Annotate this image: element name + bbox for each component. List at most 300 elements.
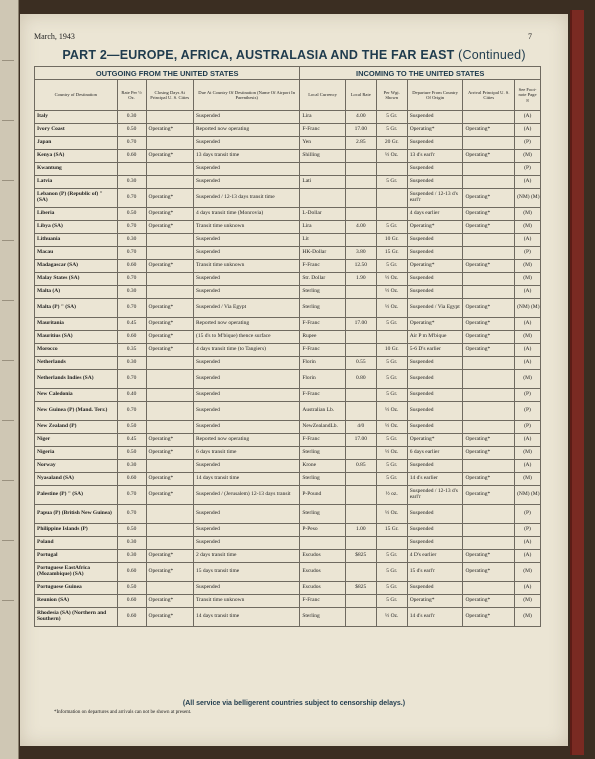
cell-arrival: Operating* <box>463 447 515 460</box>
cell-currency: Florin <box>300 370 345 389</box>
table-row <box>35 273 541 286</box>
cell-departure: 4 D's earlier <box>407 550 463 563</box>
cell-arrival <box>463 524 515 537</box>
cell-local-rate <box>345 537 376 550</box>
cell-rate: 0.40 <box>117 389 146 402</box>
cell-currency: NewZealandLb. <box>300 421 345 434</box>
cell-arrival: Operating* <box>463 344 515 357</box>
cell-due: Suspended <box>193 505 299 524</box>
cell-local-rate <box>345 595 376 608</box>
cell-country: Poland <box>35 537 118 550</box>
cell-due: Suspended <box>193 537 299 550</box>
cell-note: (M) <box>515 260 541 273</box>
title-continued: (Continued) <box>458 48 526 62</box>
cell-arrival <box>463 460 515 473</box>
cell-arrival <box>463 582 515 595</box>
cell-weight: ½ oz. <box>376 486 407 505</box>
table-row <box>35 563 541 582</box>
cell-departure: 6 days earlier <box>407 447 463 460</box>
cell-due: Reported now operating <box>193 124 299 137</box>
cell-rate: 0.50 <box>117 208 146 221</box>
cell-country: Malta (A) <box>35 286 118 299</box>
cell-currency: Australian Lb. <box>300 402 345 421</box>
cell-due: 6 days transit time <box>193 447 299 460</box>
cell-weight: 5 Gr. <box>376 550 407 563</box>
cell-arrival <box>463 234 515 247</box>
cell-currency: F-Franc <box>300 124 345 137</box>
cell-departure: Operating* <box>407 260 463 273</box>
cell-local-rate: 4.00 <box>345 221 376 234</box>
airmail-rates-table <box>34 66 541 627</box>
cell-due: 14 days transit time <box>193 473 299 486</box>
cell-country: Lebanon (P) (Republic of) " (SA) <box>35 189 118 208</box>
cell-arrival <box>463 286 515 299</box>
cell-arrival: Operating* <box>463 473 515 486</box>
cell-local-rate: $825 <box>345 550 376 563</box>
column-header: Rate Per ½ Oz. <box>117 80 146 111</box>
cell-country: Norway <box>35 460 118 473</box>
cell-departure: Suspended <box>407 402 463 421</box>
cell-currency: Yen <box>300 137 345 150</box>
cell-currency: Sterling <box>300 505 345 524</box>
cell-arrival <box>463 247 515 260</box>
cell-closing: Operating* <box>146 563 193 582</box>
cell-due: Suspended <box>193 402 299 421</box>
cell-closing: Operating* <box>146 318 193 331</box>
cell-departure: Suspended / 12-13 d's earl'r <box>407 486 463 505</box>
cell-due: 4 days transit time (Monrovia) <box>193 208 299 221</box>
cell-arrival <box>463 176 515 189</box>
cell-country: New Caledonia <box>35 389 118 402</box>
cell-currency: Escudos <box>300 582 345 595</box>
cell-country: Italy <box>35 111 118 124</box>
cell-currency: Escudos <box>300 550 345 563</box>
cell-local-rate <box>345 486 376 505</box>
table-row <box>35 473 541 486</box>
cell-country: Madagascar (SA) <box>35 260 118 273</box>
cell-country: Netherlands <box>35 357 118 370</box>
censorship-notice: (All service via belligerent countries subject to censorship delays.) <box>182 700 406 707</box>
table-row <box>35 608 541 627</box>
cell-rate: 0.70 <box>117 247 146 260</box>
cell-rate: 0.30 <box>117 537 146 550</box>
cell-arrival <box>463 111 515 124</box>
cell-country: Japan <box>35 137 118 150</box>
cell-note: (P) <box>515 137 541 150</box>
cell-country: Malay States (SA) <box>35 273 118 286</box>
cell-arrival: Operating* <box>463 563 515 582</box>
cell-note: (M) <box>515 608 541 627</box>
cell-weight: 5 Gr. <box>376 111 407 124</box>
column-header: Country of Destination <box>35 80 118 111</box>
cell-note: (M) <box>515 370 541 389</box>
cell-note: (M) <box>515 150 541 163</box>
table-row <box>35 434 541 447</box>
cell-country: Nyasaland (SA) <box>35 473 118 486</box>
cell-country: Malta (P) " (SA) <box>35 299 118 318</box>
cell-note: (M) <box>515 563 541 582</box>
cell-note: (A) <box>515 286 541 299</box>
cell-weight: 5 Gr. <box>376 260 407 273</box>
table-row <box>35 402 541 421</box>
cell-currency: F-Franc <box>300 318 345 331</box>
cell-due: 14 days transit time <box>193 608 299 627</box>
cell-weight: 15 Gr. <box>376 524 407 537</box>
cell-note: (M) <box>515 273 541 286</box>
cell-due: Reported now operating <box>193 434 299 447</box>
cell-closing <box>146 537 193 550</box>
cell-arrival <box>463 537 515 550</box>
cell-closing: Operating* <box>146 550 193 563</box>
cell-due: Suspended / 12-13 days transit time <box>193 189 299 208</box>
cell-closing <box>146 524 193 537</box>
cell-rate: 0.45 <box>117 434 146 447</box>
cell-currency: Escudos <box>300 563 345 582</box>
cell-country: New Zealand (P) <box>35 421 118 434</box>
cell-departure: Suspended <box>407 247 463 260</box>
table-body <box>35 111 541 627</box>
cell-rate: 0.50 <box>117 582 146 595</box>
cell-departure: Operating* <box>407 595 463 608</box>
cell-note: (NM) (M) <box>515 189 541 208</box>
cell-note: (P) <box>515 402 541 421</box>
cell-note: (M) <box>515 473 541 486</box>
cell-departure: Suspended <box>407 286 463 299</box>
cell-departure: Operating* <box>407 318 463 331</box>
cell-rate: 0.70 <box>117 486 146 505</box>
table-row <box>35 357 541 370</box>
cell-note: (A) <box>515 318 541 331</box>
facing-page-edge <box>0 0 19 759</box>
table-row <box>35 163 541 176</box>
cell-departure: Suspended / Via Egypt <box>407 299 463 318</box>
cell-local-rate <box>345 402 376 421</box>
cell-country: Portuguese Guinea <box>35 582 118 595</box>
cell-closing <box>146 357 193 370</box>
cell-closing: Operating* <box>146 221 193 234</box>
cell-country: Palestine (P) " (SA) <box>35 486 118 505</box>
cell-rate: 0.50 <box>117 447 146 460</box>
cell-closing: Operating* <box>146 331 193 344</box>
cell-weight: 5 Gr. <box>376 221 407 234</box>
section-outgoing: OUTGOING FROM THE UNITED STATES <box>35 67 300 80</box>
cell-local-rate <box>345 208 376 221</box>
cell-closing <box>146 176 193 189</box>
cell-weight: 5 Gr. <box>376 460 407 473</box>
cell-closing <box>146 234 193 247</box>
cell-closing <box>146 460 193 473</box>
cell-note: (A) <box>515 582 541 595</box>
cell-due: Suspended <box>193 163 299 176</box>
cell-country: Niger <box>35 434 118 447</box>
column-header: Per Wgt. Shown <box>376 80 407 111</box>
cell-closing: Operating* <box>146 299 193 318</box>
column-header: Closing Days At Principal U. S. Cities <box>146 80 193 111</box>
cell-weight: 5 Gr. <box>376 124 407 137</box>
cell-rate: 0.50 <box>117 524 146 537</box>
cell-arrival: Operating* <box>463 299 515 318</box>
cell-weight: 5 Gr. <box>376 176 407 189</box>
cell-weight: 5 Gr. <box>376 389 407 402</box>
cell-due: Suspended <box>193 286 299 299</box>
cell-departure: 13 d's earl'r <box>407 150 463 163</box>
cell-arrival: Operating* <box>463 486 515 505</box>
cell-local-rate <box>345 563 376 582</box>
cell-country: Morocco <box>35 344 118 357</box>
table-row <box>35 486 541 505</box>
cell-currency: Lira <box>300 111 345 124</box>
cell-currency: F-Franc <box>300 344 345 357</box>
cell-closing <box>146 505 193 524</box>
cell-rate: 0.35 <box>117 344 146 357</box>
cell-closing <box>146 111 193 124</box>
title-main: PART 2—EUROPE, AFRICA, AUSTRALASIA AND THE FAR EAST <box>62 48 455 62</box>
table-row <box>35 137 541 150</box>
cell-due: Suspended <box>193 176 299 189</box>
cell-note: (NM) (M) <box>515 486 541 505</box>
cell-rate: 0.60 <box>117 608 146 627</box>
cell-note: (P) <box>515 163 541 176</box>
cell-currency: F-Franc <box>300 260 345 273</box>
cell-closing <box>146 137 193 150</box>
cell-arrival: Operating* <box>463 208 515 221</box>
cell-weight: 5 Gr. <box>376 370 407 389</box>
cell-closing: Operating* <box>146 124 193 137</box>
cell-weight <box>376 189 407 208</box>
cell-rate: 0.60 <box>117 563 146 582</box>
cell-country: Latvia <box>35 176 118 189</box>
cell-closing: Operating* <box>146 344 193 357</box>
table-row <box>35 389 541 402</box>
cell-due: Reported now operating <box>193 318 299 331</box>
cell-rate: 0.60 <box>117 260 146 273</box>
cell-closing: Operating* <box>146 473 193 486</box>
cell-currency <box>300 189 345 208</box>
cell-rate: 0.70 <box>117 273 146 286</box>
cell-currency: Lati <box>300 176 345 189</box>
cell-currency: F-Franc <box>300 434 345 447</box>
cell-closing: Operating* <box>146 447 193 460</box>
cell-weight: ½ Oz. <box>376 286 407 299</box>
cell-local-rate: 0.80 <box>345 370 376 389</box>
cell-weight <box>376 208 407 221</box>
cell-weight: 5 Gr. <box>376 595 407 608</box>
cell-closing: Operating* <box>146 595 193 608</box>
cell-currency: Sterling <box>300 299 345 318</box>
cell-country: Libya (SA) <box>35 221 118 234</box>
column-header: Local Currency <box>300 80 345 111</box>
cell-due: Suspended <box>193 357 299 370</box>
cell-local-rate <box>345 150 376 163</box>
table-row <box>35 234 541 247</box>
cell-rate: 0.70 <box>117 370 146 389</box>
cell-local-rate <box>345 389 376 402</box>
cell-country: Nigeria <box>35 447 118 460</box>
cell-country: Ivory Coast <box>35 124 118 137</box>
table-row <box>35 318 541 331</box>
table-row <box>35 370 541 389</box>
table-row <box>35 460 541 473</box>
cell-currency: Lira <box>300 221 345 234</box>
cell-departure: Suspended <box>407 460 463 473</box>
cell-local-rate: 1.90 <box>345 273 376 286</box>
cell-arrival <box>463 389 515 402</box>
cell-local-rate: 1.00 <box>345 524 376 537</box>
cell-note: (P) <box>515 247 541 260</box>
cell-weight: ½ Oz. <box>376 150 407 163</box>
cell-local-rate <box>345 447 376 460</box>
cell-arrival: Operating* <box>463 124 515 137</box>
cell-currency: Str. Dollar <box>300 273 345 286</box>
cell-arrival <box>463 402 515 421</box>
cell-currency: P-Pound <box>300 486 345 505</box>
table-row <box>35 247 541 260</box>
table-row <box>35 176 541 189</box>
cell-closing <box>146 421 193 434</box>
footnote: *Information on departures and arrivals can not be shown at present. <box>54 710 192 715</box>
cell-rate: 0.30 <box>117 286 146 299</box>
cell-closing: Operating* <box>146 260 193 273</box>
cell-weight: 5 Gr. <box>376 563 407 582</box>
cell-rate: 0.30 <box>117 111 146 124</box>
cell-weight: 5 Gr. <box>376 357 407 370</box>
cell-departure: 15 d's earl'r <box>407 563 463 582</box>
cell-weight <box>376 163 407 176</box>
cell-currency: Sterling <box>300 473 345 486</box>
cell-arrival: Operating* <box>463 221 515 234</box>
cell-local-rate: 4.00 <box>345 111 376 124</box>
cell-country: Papua (P) (British New Guinea) <box>35 505 118 524</box>
table-row <box>35 286 541 299</box>
cell-country: Lithuania <box>35 234 118 247</box>
cell-due: Transit time unknown <box>193 221 299 234</box>
page-number: 7 <box>528 32 532 41</box>
cell-arrival: Operating* <box>463 550 515 563</box>
cell-weight: ½ Oz. <box>376 402 407 421</box>
cell-closing <box>146 582 193 595</box>
table-row <box>35 537 541 550</box>
cell-weight: ½ Oz. <box>376 421 407 434</box>
table-row <box>35 524 541 537</box>
cell-currency: F-Franc <box>300 595 345 608</box>
table-row <box>35 150 541 163</box>
cell-arrival: Operating* <box>463 189 515 208</box>
cell-rate: 0.60 <box>117 150 146 163</box>
cell-local-rate: 0.55 <box>345 357 376 370</box>
cell-country: Rhodesia (SA) (Northern and Southern) <box>35 608 118 627</box>
cell-arrival <box>463 137 515 150</box>
cell-currency: L-Dollar <box>300 208 345 221</box>
cell-note: (A) <box>515 460 541 473</box>
cell-due: 15 days transit time <box>193 563 299 582</box>
cell-due: Suspended <box>193 460 299 473</box>
cell-note: (A) <box>515 357 541 370</box>
cell-local-rate: 17.00 <box>345 124 376 137</box>
cell-currency: Krone <box>300 460 345 473</box>
cell-departure: 14 d's earl'r <box>407 608 463 627</box>
cell-local-rate: 12.50 <box>345 260 376 273</box>
book-binding <box>570 10 584 755</box>
cell-weight: 5 Gr. <box>376 582 407 595</box>
cell-closing: Operating* <box>146 486 193 505</box>
cell-local-rate: 3.80 <box>345 247 376 260</box>
cell-country: Portuguese EastAfrica (Mozambique) (SA) <box>35 563 118 582</box>
cell-arrival: Operating* <box>463 318 515 331</box>
cell-local-rate <box>345 176 376 189</box>
cell-due: Suspended <box>193 247 299 260</box>
cell-note: (A) <box>515 550 541 563</box>
cell-due: Transit time unknown <box>193 595 299 608</box>
cell-local-rate: 4/0 <box>345 421 376 434</box>
cell-local-rate <box>345 163 376 176</box>
cell-arrival <box>463 357 515 370</box>
cell-departure: Suspended <box>407 370 463 389</box>
cell-rate: 0.70 <box>117 189 146 208</box>
cell-departure: 4 days earlier <box>407 208 463 221</box>
cell-departure: Suspended <box>407 163 463 176</box>
cell-local-rate: 0.85 <box>345 460 376 473</box>
cell-note: (A) <box>515 124 541 137</box>
cell-local-rate <box>345 473 376 486</box>
cell-due: Suspended <box>193 234 299 247</box>
cell-rate: 0.70 <box>117 221 146 234</box>
cell-due: Suspended <box>193 524 299 537</box>
cell-currency: P-Peso <box>300 524 345 537</box>
cell-rate: 0.30 <box>117 460 146 473</box>
cell-country: Liberia <box>35 208 118 221</box>
cell-note: (M) <box>515 208 541 221</box>
cell-currency: Sterling <box>300 286 345 299</box>
cell-currency: Rupee <box>300 331 345 344</box>
cell-note: (A) <box>515 234 541 247</box>
cell-departure: Suspended <box>407 421 463 434</box>
cell-departure: Suspended <box>407 537 463 550</box>
table-row <box>35 582 541 595</box>
table-row <box>35 299 541 318</box>
cell-weight <box>376 537 407 550</box>
cell-arrival <box>463 421 515 434</box>
cell-currency: Sterling <box>300 608 345 627</box>
cell-currency <box>300 537 345 550</box>
cell-country: Netherlands Indies (SA) <box>35 370 118 389</box>
cell-departure: Suspended <box>407 176 463 189</box>
cell-closing: Operating* <box>146 150 193 163</box>
cell-rate: 0.50 <box>117 124 146 137</box>
cell-closing: Operating* <box>146 434 193 447</box>
cell-closing <box>146 273 193 286</box>
cell-weight: 10 Gr. <box>376 344 407 357</box>
cell-departure: Operating* <box>407 124 463 137</box>
table-row <box>35 505 541 524</box>
cell-rate: 0.30 <box>117 234 146 247</box>
cell-closing <box>146 389 193 402</box>
cell-due: (15 d's to M'bique) thence surface <box>193 331 299 344</box>
cell-local-rate <box>345 608 376 627</box>
cell-arrival <box>463 370 515 389</box>
cell-weight: ½ Oz. <box>376 447 407 460</box>
cell-local-rate <box>345 234 376 247</box>
table-row <box>35 124 541 137</box>
cell-country: Portugal <box>35 550 118 563</box>
cell-departure: Suspended <box>407 273 463 286</box>
document-page <box>20 14 568 746</box>
cell-weight: 5 Gr. <box>376 318 407 331</box>
cell-note: (P) <box>515 389 541 402</box>
cell-local-rate <box>345 189 376 208</box>
cell-due: Suspended <box>193 111 299 124</box>
table-row <box>35 189 541 208</box>
column-header: Departure From Country Of Origin <box>407 80 463 111</box>
